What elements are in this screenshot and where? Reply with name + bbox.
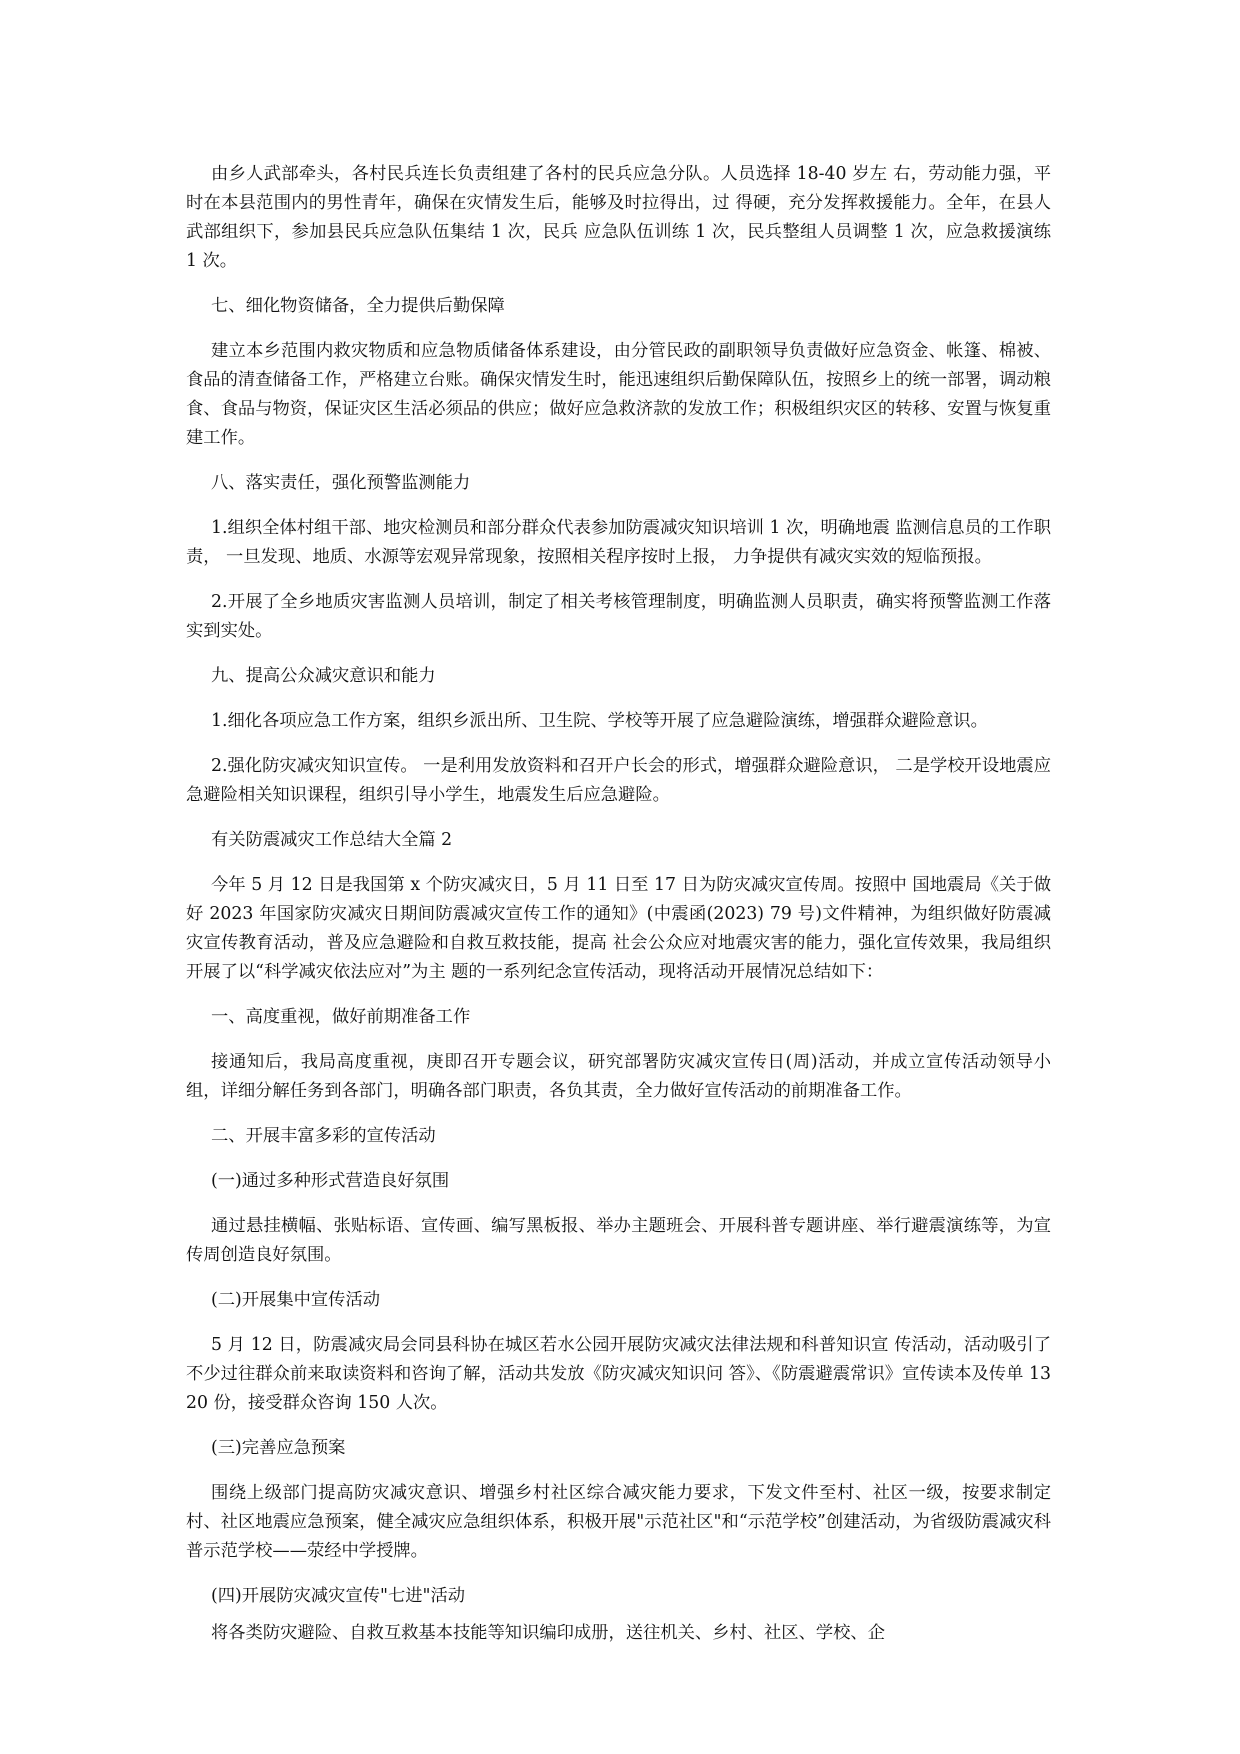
paragraph-preparation: 接通知后，我局高度重视，庚即召开专题会议，研究部署防灾减灾宣传日(周)活动，并成立宣传活动领导小组，详细分解任务到各部门，明确各部门职责，各负其责，全力做好宣传活动的前期准备工作。 <box>186 1052 1051 1101</box>
paragraph-militia-team: 由乡人武部牵头，各村民兵连长负责组建了各村的民兵应急分队。人员选择 18-40 岁左 右，劳动能力强，平时在本县范围内的男性青年，确保在灾情发生后，能够及时拉得出，过 得硬，充分发挥救援能力。全年，在县人武部组织下，参加县民兵应急队伍集结 1 次，民兵 应急队伍训练 1 次，民兵整组人员调整 1 次，应急救援演练 1 次。 <box>186 164 1051 271</box>
subsection-heading-1: (一)通过多种形式营造良好氛围 <box>211 1171 450 1191</box>
paragraph-publicity: 2.强化防灾减灾知识宣传。 一是利用发放资料和召开户长会的形式，增强群众避险意识， 二是学校开设地震应急避险相关知识课程，组织引导小学生，地震发生后应急避险。 <box>186 756 1051 805</box>
paragraph-emergency-plan: 围绕上级部门提高防灾减灾意识、增强乡村社区综合减灾能力要求，下发文件至村、社区一级，按要求制定村、社区地震应急预案，健全减灾应急组织体系，积极开展"示范社区"和“示范学校”创建活动，为省级防震减灾科普示范学校——荥经中学授牌。 <box>186 1483 1051 1561</box>
paragraph-monitoring: 2.开展了全乡地质灾害监测人员培训，制定了相关考核管理制度，明确监测人员职责，确实将预警监测工作落实到实处。 <box>186 592 1051 641</box>
section-heading-8: 八、落实责任，强化预警监测能力 <box>211 473 471 493</box>
subsection-heading-2: (二)开展集中宣传活动 <box>211 1290 381 1310</box>
paragraph-intro: 今年 5 月 12 日是我国第 x 个防灾减灾日，5 月 11 日至 17 日为防灾减灾宣传周。按照中 国地震局《关于做好 2023 年国家防灾减灾日期间防震减灾宣传工作的通知》(中震函(2023) 79 号)文件精神，为组织做好防震减灾宣传教育活动，普及应急避险和自救互救技能，提高 社会公众应对地震灾害的能力，强化宣传效果，我局组织开展了以“科学减灾依法应对”为主 题的一系列纪念宣传活动，现将活动开展情况总结如下： <box>186 875 1051 982</box>
paragraph-drills: 1.细化各项应急工作方案，组织乡派出所、卫生院、学校等开展了应急避险演练，增强群众避险意识。 <box>211 711 988 731</box>
paragraph-atmosphere: 通过悬挂横幅、张贴标语、宣传画、编写黑板报、举办主题班会、开展科普专题讲座、举行避震演练等，为宣传周创造良好氛围。 <box>186 1216 1051 1265</box>
subsection-heading-4: (四)开展防灾减灾宣传"七进"活动 <box>211 1586 466 1606</box>
paragraph-campaign: 5 月 12 日，防震减灾局会同县科协在城区若水公园开展防灾减灾法律法规和科普知识宣 传活动，活动吸引了不少过往群众前来取读资料和咨询了解，活动共发放《防灾减灾知识问 答》、《防震避震常识》宣传读本及传单 1320 份，接受群众咨询 150 人次。 <box>186 1335 1051 1413</box>
paragraph-seven-entries: 将各类防灾避险、自救互救基本技能等知识编印成册，送往机关、乡村、社区、学校、企 <box>211 1623 885 1643</box>
document-page <box>186 160 1051 1664</box>
section-heading-2: 二、开展丰富多彩的宣传活动 <box>211 1126 436 1146</box>
subsection-heading-3: (三)完善应急预案 <box>211 1438 346 1458</box>
article-title-2: 有关防震减灾工作总结大全篇 2 <box>211 830 453 850</box>
section-heading-1: 一、高度重视，做好前期准备工作 <box>211 1007 471 1027</box>
section-heading-9: 九、提高公众减灾意识和能力 <box>211 666 436 686</box>
paragraph-supplies: 建立本乡范围内救灾物质和应急物质储备体系建设，由分管民政的副职领导负责做好应急资金、帐篷、棉被、食品的清查储备工作，严格建立台账。确保灾情发生时，能迅速组织后勤保障队伍，按照乡上的统一部署，调动粮食、食品与物资，保证灾区生活必须品的供应；做好应急救济款的发放工作；积极组织灾区的转移、安置与恢复重建工作。 <box>186 341 1051 448</box>
section-heading-7: 七、细化物资储备，全力提供后勤保障 <box>211 296 505 316</box>
paragraph-training: 1.组织全体村组干部、地灾检测员和部分群众代表参加防震减灾知识培训 1 次，明确地震 监测信息员的工作职责， 一旦发现、地质、水源等宏观异常现象，按照相关程序按时上报， 力争提供有减灾实效的短临预报。 <box>186 518 1051 567</box>
